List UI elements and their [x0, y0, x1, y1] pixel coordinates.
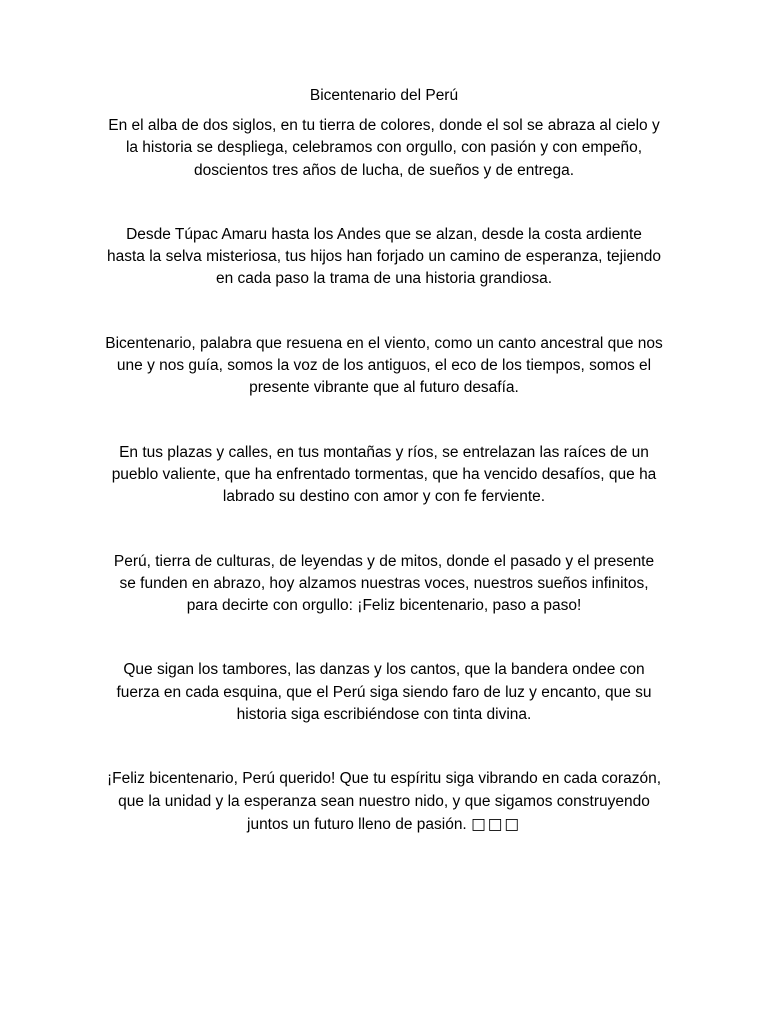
- document-title: Bicentenario del Perú: [309, 87, 459, 104]
- stanza-4: En tus plazas y calles, en tus montañas y ríos, se entrelazan las raíces de un pueblo valiente, que ha enfrentado tormentas, que ha vencido desafíos, que ha labrado su destino con amor y con fe ferviente.: [111, 443, 657, 506]
- stanza-7-text: ¡Feliz bicentenario, Perú querido! Que tu espíritu siga vibrando en cada corazón, que la unidad y la esperanza sean nuestro nido, y que sigamos construyendo juntos un futuro lleno de pasión.: [106, 770, 661, 833]
- stanza-2: Desde Túpac Amaru hasta los Andes que se alzan, desde la costa ardiente hasta la selva misteriosa, tus hijos han forjado un camino de esperanza, tejiendo en cada paso la trama de una historia grandiosa.: [106, 225, 662, 288]
- stanza-3: Bicentenario, palabra que resuena en el viento, como un canto ancestral que nos une y nos guía, somos la voz de los antiguos, el eco de los tiempos, somos el presente vibrante que al futuro desafía.: [105, 334, 663, 397]
- missing-glyph-boxes: □□□: [471, 814, 521, 833]
- document-page: [105, 85, 663, 836]
- stanza-6: Que sigan los tambores, las danzas y los cantos, que la bandera ondee con fuerza en cada esquina, que el Perú siga siendo faro de luz y encanto, que su historia siga escribiéndose con tinta divina.: [116, 661, 652, 724]
- stanza-1: En el alba de dos siglos, en tu tierra de colores, donde el sol se abraza al cielo y la historia se despliega, celebramos con orgullo, con pasión y con empeño, doscientos tres años de lucha, de sueños y de entrega.: [108, 117, 660, 179]
- stanza-5: Perú, tierra de culturas, de leyendas y de mitos, donde el pasado y el presente se funden en abrazo, hoy alzamos nuestras voces, nuestros sueños infinitos, para decirte con orgullo: ¡Feliz bicentenario, paso a paso!: [113, 552, 655, 615]
- stanza-7: [105, 768, 663, 836]
